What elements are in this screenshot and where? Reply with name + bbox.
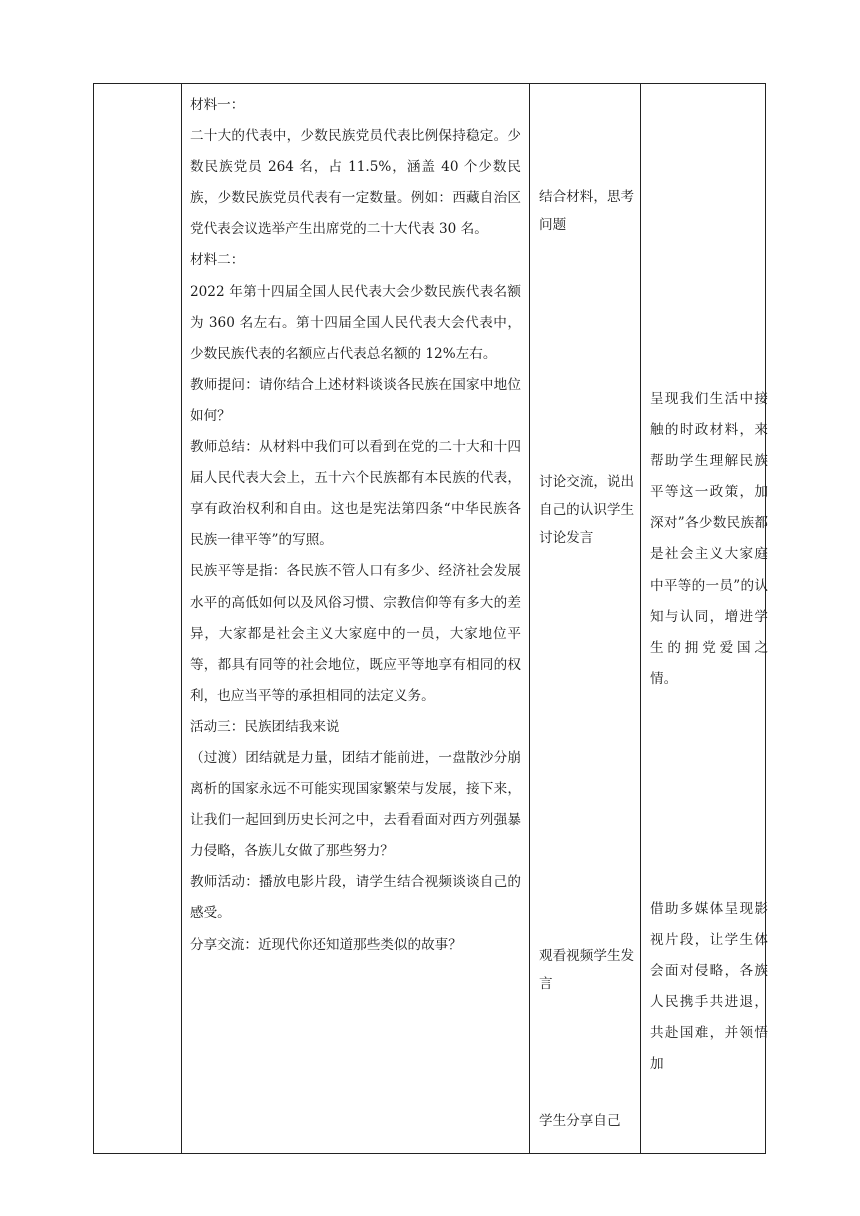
material-one-text: 二十大的代表中，少数民族党员代表比例保持稳定。少数民族党员 264 名，占 11.5%，涵盖 40 个少数民族，少数民族党员代表有一定数量。例如：西藏自治区党代表会议选举产生出席党的二十大代表 30 名。 <box>190 128 521 238</box>
student-activity-4: 学生分享自己 <box>539 1113 621 1129</box>
ethnic-equality-definition: 民族平等是指：各民族不管人口有多少、经济社会发展水平的高低如何以及风俗习惯、宗教信仰等有多大的差异，大家都是社会主义大家庭中的一员，大家地位平等，都具有同等的社会地位，既应平等地享有相同的权利，也应当平等的承担相同的法定义务。 <box>190 563 521 704</box>
material-one-heading: 材料一： <box>190 97 245 113</box>
material-two-text: 2022 年第十四届全国人民代表大会少数民族代表名额为 360 名左右。第十四届全国人民代表大会代表中，少数民族代表的名额应占代表总名额的 12%左右。 <box>190 283 521 362</box>
student-activity-2: 讨论交流，说出自己的认识学生讨论发言 <box>539 474 635 546</box>
teacher-activity: 教师活动：播放电影片段，请学生结合视频谈谈自己的感受。 <box>190 874 521 922</box>
column-divider <box>640 84 641 1153</box>
student-activity-1: 结合材料，思考问题 <box>539 189 635 233</box>
lesson-plan-table <box>93 83 766 1154</box>
column-divider <box>529 84 530 1153</box>
material-two-heading: 材料二： <box>190 252 245 269</box>
sharing-exchange: 分享交流：近现代你还知道那些类似的故事？ <box>190 936 462 953</box>
teacher-question: 教师提问：请你结合上述材料谈谈各民族在国家中地位如何？ <box>190 376 521 424</box>
design-intent-1: 呈现我们生活中接触的时政材料，来帮助学生理解民族平等这一政策，加深对”各少数民族都是社会主义大家庭中平等的一员”的认知与认同，增进学生的拥党爱国之情。 <box>650 391 768 687</box>
transition-text: （过渡）团结就是力量，团结才能前进，一盘散沙分崩离析的国家永远不可能实现国家繁荣与发展，接下来，让我们一起回到历史长河之中，去看看面对西方列强暴力侵略，各族儿女做了那些努力？ <box>190 749 521 860</box>
student-activity-3: 观看视频学生发言 <box>539 948 635 992</box>
design-intent-2: 借助多媒体呈现影视片段，让学生体会面对侵略，各族人民携手共进退，共赴国难，并领悟加 <box>650 901 768 1073</box>
activity-three-heading: 活动三：民族团结我来说 <box>190 718 340 735</box>
teaching-content-cell <box>182 84 529 961</box>
teacher-summary: 教师总结：从材料中我们可以看到在党的二十大和十四届人民代表大会上，五十六个民族都有本民族的代表，享有政治权利和自由。这也是宪法第四条“中华民族各民族一律平等”的写照。 <box>190 439 521 549</box>
